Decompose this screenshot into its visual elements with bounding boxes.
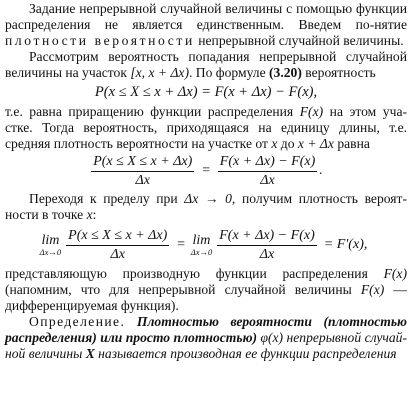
definition-text-3: называется производная ее функции распределения (94, 346, 397, 361)
average-text-3: до (277, 136, 298, 151)
derivative-result: = F′(x), (323, 237, 368, 252)
equation-average-density (5, 153, 407, 189)
paragraph-derivative (5, 266, 407, 314)
average-text-1: т.е. равна приращению функции распределения (5, 104, 300, 119)
intro-text: Задание непрерывной случайной величины с помощью функции распределения не является единственным. Введем по-нятие (5, 1, 407, 32)
equals-sign: = (201, 163, 211, 178)
var-x-plus-dx: x + Δx (297, 136, 334, 151)
paragraph-intro (5, 1, 407, 49)
intro-text-end: непрерывной случайной величины. (194, 33, 404, 48)
probability-word: вероятность (301, 65, 376, 80)
paragraph-definition (5, 314, 407, 362)
var-big-x: X (85, 346, 95, 361)
derivative-text-3: — дифференцируемая функция). (5, 282, 407, 313)
fraction-numerator: F(x + Δx) − F(x) (217, 227, 317, 246)
term-density: Плотностью вероятности (136, 314, 312, 329)
average-text-2: на этом уча-стке. Тогда вероятность, приходящаяся на единицу длины, т.е. средняя плотность вероятности на участке от (5, 104, 408, 151)
limit-text-2: , получим плотность вероят-ности в точке (5, 191, 408, 222)
fraction-denominator: Δx (260, 173, 275, 188)
fraction-denominator: Δx (259, 247, 275, 262)
function-fx: F(x) (299, 104, 324, 119)
definition-text-2: непрерывной случай-ной величины (5, 330, 407, 361)
term-distribution-density: плотностью распределения (5, 314, 407, 345)
lim-word: lim (41, 233, 60, 248)
equation-limit-density (5, 227, 407, 263)
limit-text-1: Переходя к пределу при (29, 191, 185, 206)
var-x: x (86, 207, 93, 222)
fraction-numerator: P(x ≤ X ≤ x + Δx) (91, 153, 194, 172)
function-phi: φ(x) (260, 330, 284, 345)
equation-period: . (319, 163, 323, 178)
fraction-probability (91, 153, 194, 189)
equation-probability-increment: P(x ≤ X ≤ x + Δx) = F(x + Δx) − F(x), (94, 84, 318, 100)
fraction-denominator: Δx (110, 247, 125, 262)
paragraph-average-density (5, 104, 407, 152)
paragraph-limit (5, 191, 407, 223)
fraction-increment (217, 227, 317, 263)
paragraph-interval (5, 49, 407, 81)
lim-subscript: Δx→0 (190, 247, 213, 257)
formula-reference: (3.20) (269, 65, 302, 80)
limit-condition: Δx → 0 (184, 191, 232, 206)
average-text-4: равна (333, 136, 370, 151)
term-simply-density: плотностью (173, 330, 253, 345)
fraction-increment (218, 153, 318, 189)
function-fx: F(x) (360, 282, 385, 297)
function-fx: F(x) (383, 266, 407, 281)
definition-text-1: ) или просто (92, 330, 174, 345)
lim-word: lim (192, 233, 211, 248)
interval-text: Рассмотрим вероятность попадания непрерывной случайной величины на участок (5, 49, 407, 80)
definition-label: Определение. (29, 314, 126, 329)
paren-close: ) (252, 330, 261, 345)
limit-colon: : (92, 207, 97, 222)
var-x: x (271, 136, 278, 151)
limit-operator (191, 233, 213, 257)
fraction-denominator: Δx (135, 173, 150, 188)
fraction-numerator: P(x ≤ X ≤ x + Δx) (66, 227, 169, 246)
term-probability-density: плотности вероятности (5, 33, 195, 48)
lim-subscript: Δx→0 (39, 247, 62, 257)
formula-ref-text: . По формуле (189, 65, 270, 80)
interval-formula: [x, x + Δx) (130, 65, 189, 80)
fraction-probability (66, 227, 169, 263)
paren-open: ( (311, 314, 328, 329)
derivative-text-2: (напомним, что для непрерывной случайной величины (5, 282, 361, 297)
derivative-text-1: представляющую производную функции распределения (5, 266, 384, 281)
fraction-numerator: F(x + Δx) − F(x) (218, 153, 318, 172)
equals-sign: = (176, 237, 186, 252)
limit-operator (40, 233, 62, 257)
